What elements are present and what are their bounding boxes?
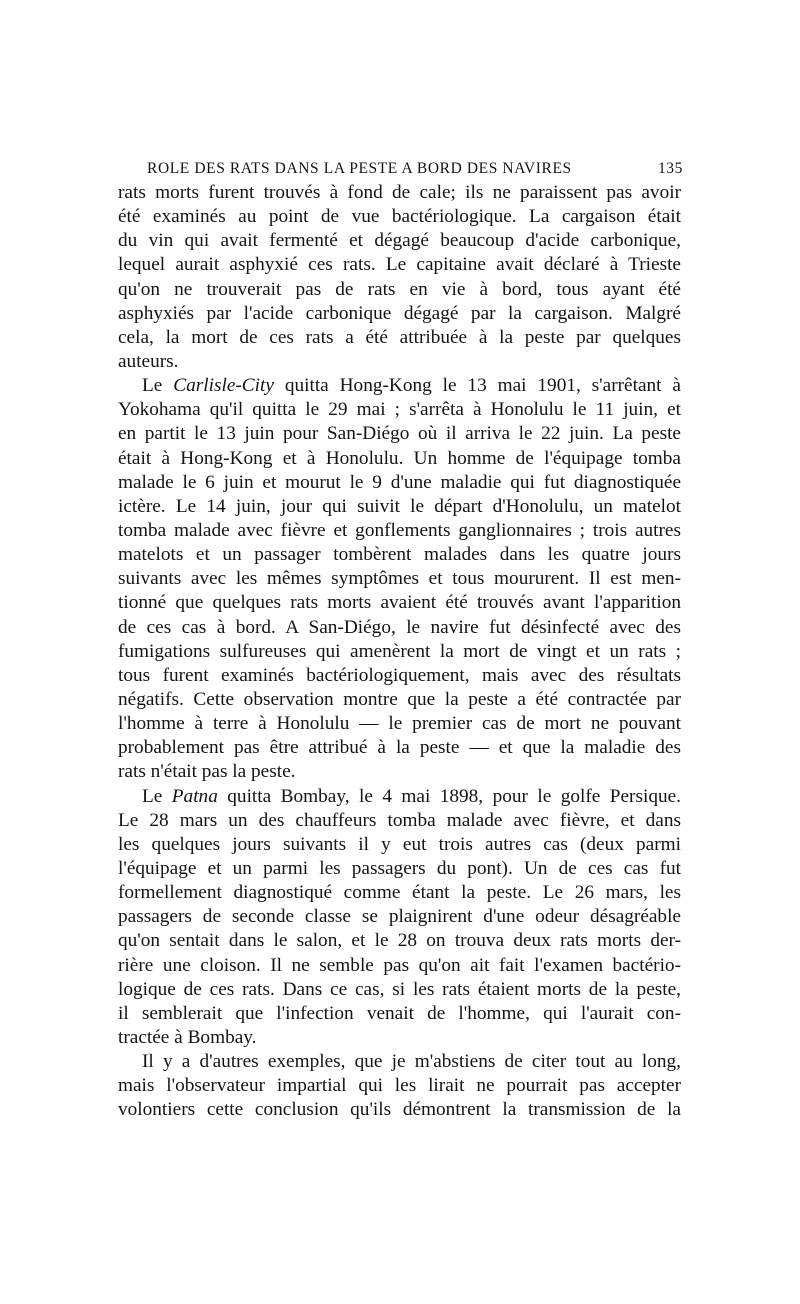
text-line: malade le 6 juin et mourut le 9 d'une maladie qui fut diagnostiquée (118, 471, 681, 493)
text-line: tractée à Bombay. (118, 1026, 257, 1048)
text-line: mais l'observateur impartial qui les lirait ne pourrait pas accepter (118, 1075, 681, 1097)
ship-name: Carlisle-City (173, 375, 274, 397)
text-line: les quelques jours suivants il y eut trois autres cas (deux parmi (118, 833, 681, 855)
text-line: l'équipage et un parmi les passagers du pont). Un de ces cas fut (118, 857, 681, 879)
line-rest: quitta Hong-Kong le 13 mai 1901, s'arrêtant à (284, 375, 681, 397)
text-line: Yokohama qu'il quitta le 29 mai ; s'arrêta à Honolulu le 11 juin, et (118, 399, 681, 421)
text-line: auteurs. (118, 350, 179, 372)
text-line: ictère. Le 14 juin, jour qui suivit le départ d'Honolulu, un matelot (118, 495, 681, 517)
running-head-title: ROLE DES RATS DANS LA PESTE A BORD DES NAVIRES (147, 160, 572, 177)
text-line (118, 785, 681, 809)
body-text (118, 181, 681, 1122)
text-line: formellement diagnostiqué comme étant la peste. Le 26 mars, les (118, 882, 681, 904)
paragraph-carlisle-city (118, 374, 681, 784)
text-line: tous furent examinés bactériologiquement, mais avec des résultats (118, 664, 681, 686)
text-line: Le 28 mars un des chauffeurs tomba malade avec fièvre, et dans (118, 809, 681, 831)
text-line: lequel aurait asphyxié ces rats. Le capitaine avait déclaré à Trieste (118, 254, 681, 276)
text-line: était à Hong-Kong et à Honolulu. Un homme de l'équipage tomba (118, 447, 681, 469)
line-start: Le (142, 785, 163, 807)
paragraph-1 (118, 181, 681, 374)
text-line: suivants avec les mêmes symptômes et tous moururent. Il est men- (118, 568, 681, 590)
text-line: cela, la mort de ces rats a été attribuée à la peste par quelques (118, 326, 681, 348)
text-line: fumigations sulfureuses qui amenèrent la mort de vingt et un rats ; (118, 640, 681, 662)
running-head (147, 157, 683, 181)
page-number: 135 (657, 160, 683, 177)
paragraph-4 (118, 1050, 681, 1122)
paragraph-patna (118, 785, 681, 1051)
text-line: été examinés au point de vue bactériologique. La cargaison était (118, 206, 681, 228)
text-line: tomba malade avec fièvre et gonflements ganglionnaires ; trois autres (118, 519, 681, 541)
text-line: il semblerait que l'infection venait de l'homme, qui l'aurait con- (118, 1002, 681, 1024)
text-line: l'homme à terre à Honolulu — le premier cas de mort ne pouvant (118, 713, 681, 735)
ship-name: Patna (171, 785, 218, 807)
text-line: qu'on ne trouverait pas de rats en vie à bord, tous ayant été (118, 278, 681, 300)
text-line (118, 374, 681, 398)
text-line: volontiers cette conclusion qu'ils démontrent la transmission de la (118, 1099, 681, 1121)
text-line: rats morts furent trouvés à fond de cale; ils ne paraissent pas avoir (118, 182, 681, 203)
text-line: probablement pas être attribué à la peste — et que la maladie des (118, 737, 681, 759)
text-line: matelots et un passager tombèrent malades dans les quatre jours (118, 544, 681, 566)
text-line: en partit le 13 juin pour San-Diégo où il arriva le 22 juin. La peste (118, 423, 681, 445)
line-start: Le (142, 375, 163, 397)
text-line: du vin qui avait fermenté et dégagé beaucoup d'acide carbonique, (118, 230, 681, 252)
text-line: asphyxiés par l'acide carbonique dégagé par la cargaison. Malgré (118, 302, 681, 324)
text-line: qu'on sentait dans le salon, et le 28 on trouva deux rats morts der- (118, 930, 681, 952)
text-line: de ces cas à bord. A San-Diégo, le navire fut désinfecté avec des (118, 616, 681, 638)
text-line: tionné que quelques rats morts avaient été trouvés avant l'apparition (118, 592, 681, 614)
text-line: rière une cloison. Il ne semble pas qu'on ait fait l'examen bactério- (118, 954, 681, 976)
text-line: logique de ces rats. Dans ce cas, si les rats étaient morts de la peste, (118, 978, 681, 1000)
text-line: rats n'était pas la peste. (118, 761, 296, 783)
text-line: Il y a d'autres exemples, que je m'abstiens de citer tout au long, (142, 1051, 681, 1073)
text-line: passagers de seconde classe se plaignirent d'une odeur désagréable (118, 906, 681, 928)
text-line: négatifs. Cette observation montre que la peste a été contractée par (118, 688, 681, 710)
line-rest: quitta Bombay, le 4 mai 1898, pour le golfe Persique. (227, 785, 681, 807)
